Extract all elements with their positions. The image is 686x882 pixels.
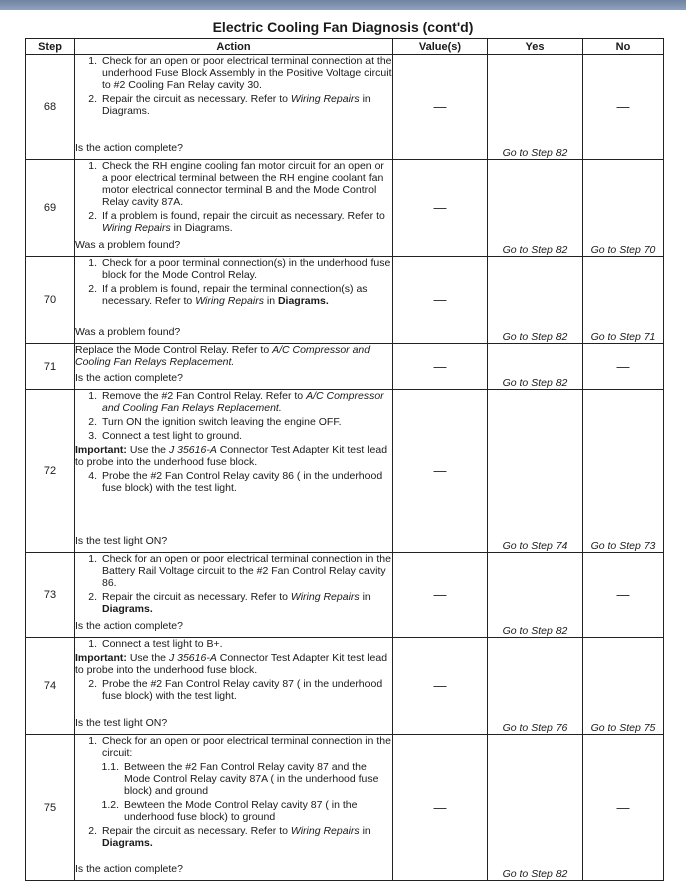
action-step bbox=[75, 825, 392, 849]
yes-cell: Go to Step 74 bbox=[488, 390, 583, 553]
step-list-number: 1.2. bbox=[101, 799, 119, 811]
step-list-text: Bewteen the Mode Control Relay cavity 87 ( in the underhood fuse block) to ground bbox=[124, 799, 358, 823]
step-list-number: 2. bbox=[88, 416, 97, 428]
step-list-text: Check for a poor terminal connection(s) in the underhood fuse block for the Mode Control Relay. bbox=[102, 257, 391, 281]
value-cell: — bbox=[393, 55, 488, 160]
step-list-text: Remove the #2 Fan Control Relay. Refer to A/C Compressor and Cooling Fan Relays Replacement. bbox=[102, 390, 384, 414]
table-row bbox=[26, 257, 664, 344]
action-question: Is the test light ON? bbox=[75, 535, 168, 547]
value-cell: — bbox=[393, 390, 488, 553]
action-cell bbox=[75, 390, 393, 553]
action-step bbox=[75, 93, 392, 117]
action-step bbox=[75, 638, 392, 650]
step-list-number: 2. bbox=[88, 678, 97, 690]
yes-cell: Go to Step 82 bbox=[488, 553, 583, 638]
action-step bbox=[75, 390, 392, 414]
no-cell: Go to Step 71 bbox=[583, 257, 664, 344]
header-no: No bbox=[583, 39, 664, 55]
no-cell: Go to Step 73 bbox=[583, 390, 664, 553]
step-number: 69 bbox=[26, 160, 75, 257]
yes-cell: Go to Step 82 bbox=[488, 55, 583, 160]
action-step bbox=[75, 678, 392, 702]
action-step bbox=[75, 416, 392, 428]
step-number: 75 bbox=[26, 735, 75, 881]
step-list-text: Check for an open or poor electrical terminal connection in the circuit: bbox=[102, 735, 391, 759]
value-cell: — bbox=[393, 735, 488, 881]
header-yes: Yes bbox=[488, 39, 583, 55]
yes-cell: Go to Step 82 bbox=[488, 257, 583, 344]
value-cell: — bbox=[393, 257, 488, 344]
top-banner bbox=[0, 0, 686, 10]
action-step bbox=[75, 591, 392, 615]
step-list-text: Probe the #2 Fan Control Relay cavity 87 ( in the underhood fuse block) with the test light. bbox=[102, 678, 383, 702]
step-list-text: If a problem is found, repair the circuit as necessary. Refer to Wiring Repairs in Diagrams. bbox=[102, 210, 385, 234]
table-row bbox=[26, 160, 664, 257]
step-number: 74 bbox=[26, 638, 75, 735]
step-number: 71 bbox=[26, 344, 75, 390]
action-substep bbox=[75, 761, 392, 797]
action-step bbox=[75, 470, 392, 494]
step-list-text: Check for an open or poor electrical terminal connection at the underhood Fuse Block Assembly in the Positive Voltage circuit to #2 Cooling Fan Relay cavity 30. bbox=[102, 55, 392, 91]
action-step bbox=[75, 55, 392, 91]
header-values: Value(s) bbox=[393, 39, 488, 55]
step-list-number: 2. bbox=[88, 283, 97, 295]
step-number: 73 bbox=[26, 553, 75, 638]
page-title: Electric Cooling Fan Diagnosis (cont'd) bbox=[212, 19, 474, 35]
step-list-text: Repair the circuit as necessary. Refer to Wiring Repairs in Diagrams. bbox=[102, 591, 371, 615]
action-cell bbox=[75, 257, 393, 344]
action-question: Is the action complete? bbox=[75, 372, 183, 384]
action-cell bbox=[75, 638, 393, 735]
step-list-number: 1. bbox=[88, 390, 97, 402]
action-cell bbox=[75, 160, 393, 257]
value-cell: — bbox=[393, 553, 488, 638]
action-step bbox=[75, 553, 392, 589]
step-list-text: Check for an open or poor electrical terminal connection in the Battery Rail Voltage circuit to the #2 Fan Control Relay cavity 86. bbox=[102, 553, 391, 589]
action-question: Is the action complete? bbox=[75, 142, 183, 154]
action-step bbox=[75, 210, 392, 234]
step-list-text: Turn ON the ignition switch leaving the engine OFF. bbox=[102, 416, 342, 428]
step-list-number: 2. bbox=[88, 210, 97, 222]
step-list-number: 2. bbox=[88, 93, 97, 105]
table-row bbox=[26, 553, 664, 638]
step-list-number: 4. bbox=[88, 470, 97, 482]
step-list-text: Repair the circuit as necessary. Refer to Wiring Repairs in Diagrams. bbox=[102, 93, 371, 117]
step-number: 68 bbox=[26, 55, 75, 160]
action-substep bbox=[75, 799, 392, 823]
action-note: Replace the Mode Control Relay. Refer to A/C Compressor and Cooling Fan Relays Replacement. bbox=[75, 344, 371, 368]
step-list-number: 1. bbox=[88, 160, 97, 172]
action-note: Important: Use the J 35616-A Connector Test Adapter Kit test lead to probe into the underhood fuse block. bbox=[75, 652, 388, 676]
no-cell: — bbox=[583, 344, 664, 390]
step-number: 70 bbox=[26, 257, 75, 344]
value-cell: — bbox=[393, 638, 488, 735]
header-step: Step bbox=[26, 39, 75, 55]
step-list-text: Probe the #2 Fan Control Relay cavity 86 ( in the underhood fuse block) with the test light. bbox=[102, 470, 383, 494]
step-list-text: Connect a test light to B+. bbox=[102, 638, 223, 650]
action-step bbox=[75, 735, 392, 759]
step-list-text: Check the RH engine cooling fan motor circuit for an open or a poor electrical terminal between the RH engine coolant fan motor electrical connector terminal B and the Mode Control Relay cavity 87A. bbox=[102, 160, 384, 208]
action-question: Was a problem found? bbox=[75, 239, 181, 251]
step-list-number: 1. bbox=[88, 257, 97, 269]
action-question: Is the action complete? bbox=[75, 863, 183, 875]
header-action: Action bbox=[75, 39, 393, 55]
step-list-number: 1.1. bbox=[101, 761, 119, 773]
step-list-text: Repair the circuit as necessary. Refer to Wiring Repairs in Diagrams. bbox=[102, 825, 371, 849]
yes-cell: Go to Step 82 bbox=[488, 160, 583, 257]
action-question: Is the test light ON? bbox=[75, 717, 168, 729]
step-list-number: 3. bbox=[88, 430, 97, 442]
action-step bbox=[75, 160, 392, 208]
action-cell bbox=[75, 553, 393, 638]
step-list-number: 1. bbox=[88, 735, 97, 747]
no-cell: — bbox=[583, 735, 664, 881]
action-step bbox=[75, 283, 392, 307]
action-cell bbox=[75, 735, 393, 881]
step-list-number: 1. bbox=[88, 638, 97, 650]
step-list-number: 1. bbox=[88, 55, 97, 67]
value-cell: — bbox=[393, 344, 488, 390]
no-cell: — bbox=[583, 553, 664, 638]
value-cell: — bbox=[393, 160, 488, 257]
table-row bbox=[26, 344, 664, 390]
step-list-number: 2. bbox=[88, 591, 97, 603]
action-note: Important: Use the J 35616-A Connector Test Adapter Kit test lead to probe into the underhood fuse block. bbox=[75, 444, 388, 468]
table-row bbox=[26, 638, 664, 735]
no-cell: Go to Step 70 bbox=[583, 160, 664, 257]
yes-cell: Go to Step 76 bbox=[488, 638, 583, 735]
yes-cell: Go to Step 82 bbox=[488, 735, 583, 881]
table-row bbox=[26, 390, 664, 553]
table-row bbox=[26, 735, 664, 881]
step-list-text: Between the #2 Fan Control Relay cavity 87 and the Mode Control Relay cavity 87A ( in the underhood fuse block) and ground bbox=[124, 761, 379, 797]
step-list-number: 1. bbox=[88, 553, 97, 565]
table-row bbox=[26, 55, 664, 160]
action-cell bbox=[75, 344, 393, 390]
action-step bbox=[75, 257, 392, 281]
step-list-text: If a problem is found, repair the terminal connection(s) as necessary. Refer to Wiring Repairs in Diagrams. bbox=[102, 283, 368, 307]
step-list-text: Connect a test light to ground. bbox=[102, 430, 243, 442]
no-cell: Go to Step 75 bbox=[583, 638, 664, 735]
action-question: Was a problem found? bbox=[75, 326, 181, 338]
step-list-number: 2. bbox=[88, 825, 97, 837]
step-number: 72 bbox=[26, 390, 75, 553]
no-cell: — bbox=[583, 55, 664, 160]
table-header-row bbox=[26, 39, 664, 55]
action-step bbox=[75, 430, 392, 442]
yes-cell: Go to Step 82 bbox=[488, 344, 583, 390]
action-question: Is the action complete? bbox=[75, 620, 183, 632]
diagnosis-table bbox=[25, 38, 664, 881]
action-cell bbox=[75, 55, 393, 160]
